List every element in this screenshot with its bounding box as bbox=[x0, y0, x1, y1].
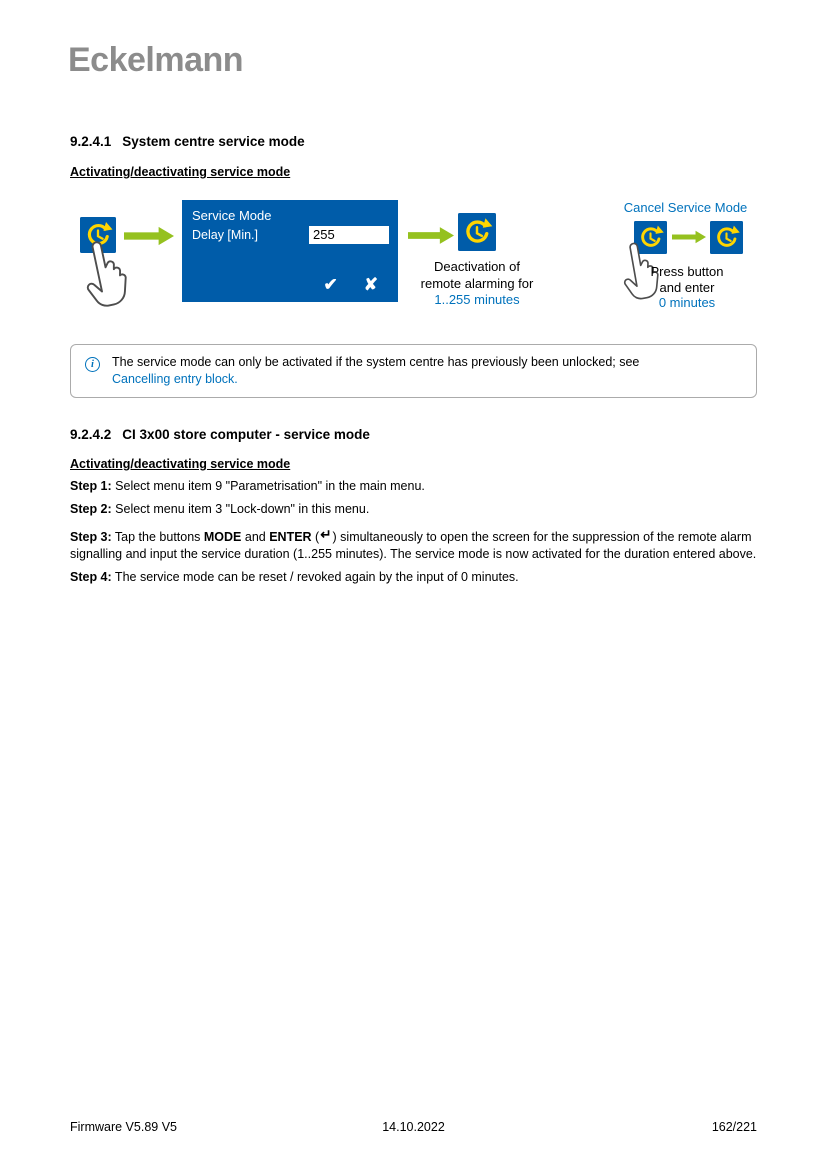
section-number: 9.2.4.2 bbox=[70, 427, 112, 442]
info-icon: i bbox=[85, 357, 100, 372]
step-text: Select menu item 3 "Lock-down" in this menu. bbox=[111, 502, 370, 516]
step-label: Step 4: bbox=[70, 570, 112, 584]
arrow-right-icon bbox=[672, 229, 706, 245]
section-title: CI 3x00 store computer - service mode bbox=[122, 427, 370, 442]
confirm-check-icon: ✔ bbox=[323, 275, 338, 294]
step-text: Select menu item 9 "Parametrisation" in the main menu. bbox=[111, 479, 425, 493]
footer-firmware-version: Firmware V5.89 V5 bbox=[70, 1120, 177, 1134]
section-title: System centre service mode bbox=[122, 134, 305, 149]
step-1 bbox=[70, 478, 760, 495]
step-text: Tap the buttons bbox=[111, 530, 204, 544]
caption-minutes: 0 minutes bbox=[658, 295, 716, 310]
step-text: ( bbox=[311, 530, 320, 544]
caption-line: remote alarming for bbox=[420, 275, 534, 291]
instruction-steps bbox=[70, 478, 760, 592]
cancel-caption bbox=[612, 264, 762, 311]
step-text: ) simultaneously to open the screen for the suppression of the remote alarm signalling and input the service duration (1..255 minutes). The service mode is now activated for the duration entered above. bbox=[70, 530, 757, 561]
deactivation-caption bbox=[392, 259, 562, 309]
caption-line: Deactivation of bbox=[434, 259, 520, 274]
section-9242-heading bbox=[70, 427, 370, 442]
section-9241-heading bbox=[70, 134, 305, 149]
step-3 bbox=[70, 528, 760, 563]
delay-field-label: Delay [Min.] bbox=[192, 228, 258, 242]
info-note-box bbox=[70, 344, 757, 398]
section-number: 9.2.4.1 bbox=[70, 134, 112, 149]
note-body bbox=[112, 354, 752, 388]
note-text: The service mode can only be activated if the system centre has previously been unlocked; see bbox=[112, 355, 640, 369]
cancelling-entry-block-link[interactable]: Cancelling entry block. bbox=[112, 372, 238, 386]
arrow-right-icon bbox=[124, 226, 174, 246]
step-label: Step 2: bbox=[70, 502, 112, 516]
dialog-actions bbox=[324, 276, 379, 293]
service-mode-button-icon bbox=[458, 213, 496, 251]
enter-key-icon: ↵ bbox=[320, 527, 332, 542]
arrow-right-icon bbox=[408, 226, 454, 245]
step-label: Step 3: bbox=[70, 530, 112, 544]
caption-line: and enter bbox=[659, 279, 715, 295]
caption-minutes: 1..255 minutes bbox=[434, 292, 520, 307]
service-mode-button-icon bbox=[710, 221, 743, 254]
mode-key-label: MODE bbox=[203, 530, 242, 544]
caption-line: Press button bbox=[650, 264, 724, 279]
service-mode-diagram bbox=[70, 196, 760, 330]
step-4 bbox=[70, 569, 760, 586]
footer-page-number: 162/221 bbox=[711, 1120, 757, 1134]
step-text: and bbox=[241, 530, 270, 544]
service-mode-dialog bbox=[182, 200, 398, 302]
eckelmann-logo: Eckelmann bbox=[68, 41, 244, 79]
step-2 bbox=[70, 501, 760, 518]
cancel-service-mode-title: Cancel Service Mode bbox=[623, 200, 748, 215]
cancel-x-icon: ✘ bbox=[363, 275, 378, 294]
step-label: Step 1: bbox=[70, 479, 112, 493]
step-text: The service mode can be reset / revoked again by the input of 0 minutes. bbox=[111, 570, 519, 584]
footer-date: 14.10.2022 bbox=[382, 1120, 445, 1134]
delay-value-field: 255 bbox=[309, 226, 389, 244]
enter-key-label: ENTER bbox=[269, 530, 312, 544]
section1-subheading: Activating/deactivating service mode bbox=[70, 165, 291, 179]
dialog-title: Service Mode bbox=[192, 208, 272, 223]
section2-subheading: Activating/deactivating service mode bbox=[70, 457, 291, 471]
